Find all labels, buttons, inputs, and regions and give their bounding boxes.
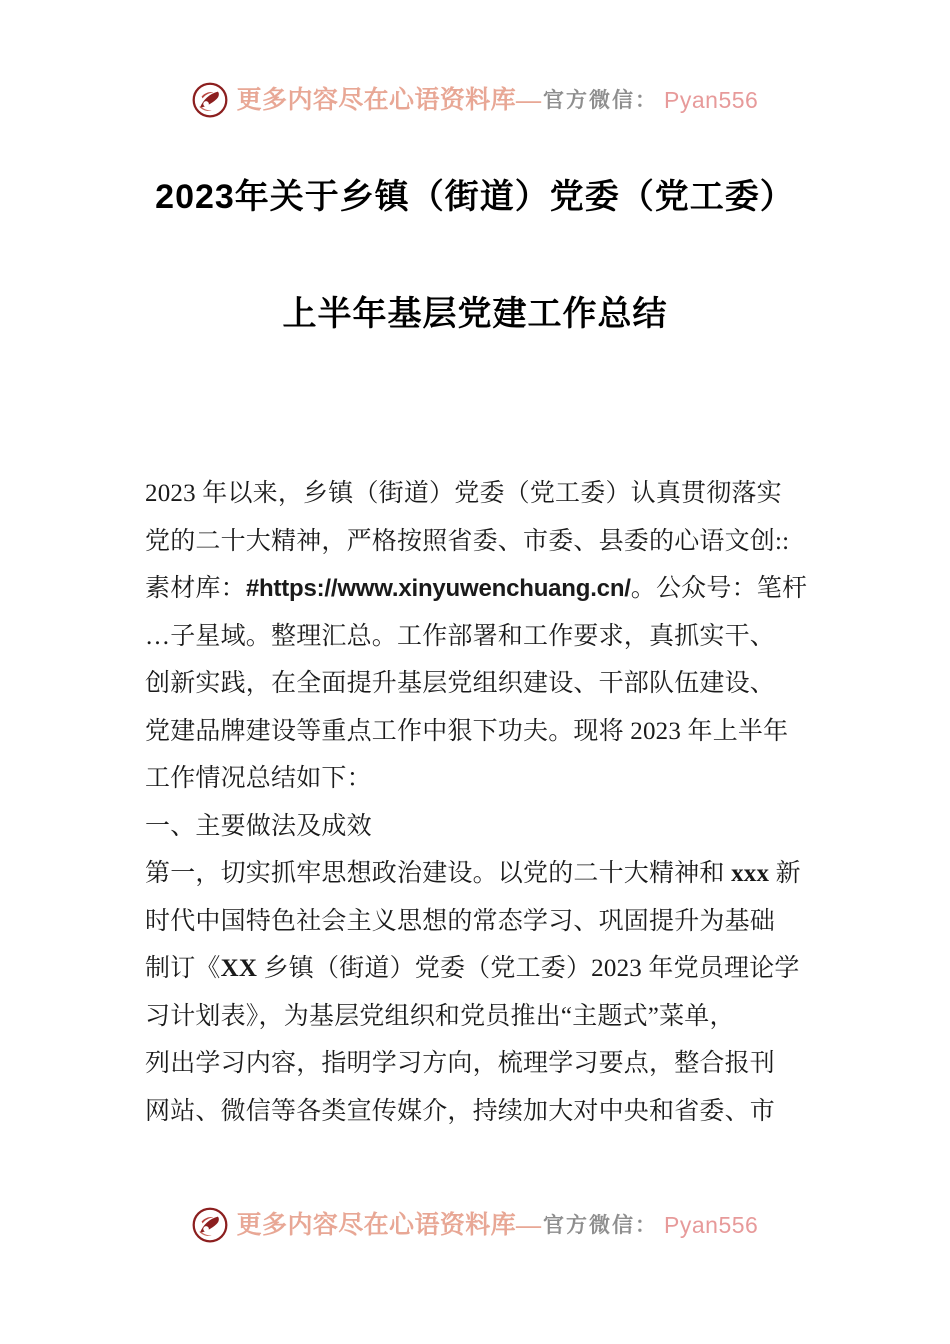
url-line-prefix: 素材库： bbox=[145, 575, 246, 602]
body-line: 时代中国特色社会主义思想的常态学习、巩固提升为基础 bbox=[145, 907, 776, 935]
body-line: 党建品牌建设等重点工作中狠下功夫。现将 2023 年上半年 bbox=[145, 717, 789, 745]
emphasis-line-prefix: 制订《 bbox=[145, 955, 221, 982]
source-url-link[interactable]: #https://www.xinyuwenchuang.cn/ bbox=[245, 575, 631, 602]
section-heading: 一、主要做法及成效 bbox=[145, 812, 372, 840]
emphasis-text: XX bbox=[220, 955, 258, 982]
footer-watermark bbox=[0, 1207, 950, 1243]
body-line-with-emphasis bbox=[145, 945, 810, 993]
emphasis-line-suffix: 新 bbox=[769, 860, 801, 887]
body-line: 习计划表》，为基层党组织和党员推出“主题式”菜单， bbox=[145, 1002, 735, 1030]
body-line-with-url bbox=[145, 565, 810, 613]
brand-logo-icon bbox=[192, 82, 228, 118]
page-title-line-1: 2023年关于乡镇（街道）党委（党工委） bbox=[155, 178, 795, 216]
body-line: 2023 年以来，乡镇（街道）党委（党工委）认真贯彻落实 bbox=[145, 480, 782, 507]
watermark-dash: — bbox=[516, 1211, 542, 1239]
page-title-line-2: 上半年基层党建工作总结 bbox=[282, 295, 668, 333]
body-line: 工作情况总结如下： bbox=[145, 765, 372, 792]
body-line: …子星域。整理汇总。工作部署和工作要求，真抓实干、 bbox=[145, 622, 776, 650]
url-line-suffix: 。公众号：笔杆 bbox=[630, 575, 808, 602]
body-line-with-emphasis bbox=[145, 850, 810, 898]
body-line: 网站、微信等各类宣传媒介，持续加大对中央和省委、市 bbox=[145, 1097, 776, 1125]
watermark-wechat-label: 官方微信： bbox=[543, 87, 659, 112]
emphasis-text: xxx bbox=[731, 860, 770, 887]
watermark-cn-text: 更多内容尽在心语资料库 bbox=[236, 1211, 517, 1239]
document-body bbox=[145, 470, 810, 1135]
watermark-wechat-label: 官方微信： bbox=[543, 1212, 659, 1237]
watermark-account-id: Pyan556 bbox=[664, 86, 759, 113]
watermark-dash: — bbox=[516, 86, 542, 114]
header-watermark bbox=[0, 82, 950, 118]
body-line: 列出学习内容，指明学习方向，梳理学习要点，整合报刊 bbox=[145, 1050, 776, 1077]
watermark-cn-text: 更多内容尽在心语资料库 bbox=[236, 86, 517, 114]
emphasis-line-prefix: 第一，切实抓牢思想政治建设。以党的二十大精神和 bbox=[145, 860, 732, 887]
body-line: 创新实践，在全面提升基层党组织建设、干部队伍建设、 bbox=[145, 670, 776, 697]
body-line: 党的二十大精神，严格按照省委、市委、县委的心语文创:: bbox=[145, 527, 790, 555]
brand-logo-icon bbox=[192, 1207, 228, 1243]
watermark-account-id: Pyan556 bbox=[664, 1211, 759, 1238]
emphasis-line-suffix: 乡镇（街道）党委（党工委）2023 年党员理论学 bbox=[257, 955, 800, 982]
